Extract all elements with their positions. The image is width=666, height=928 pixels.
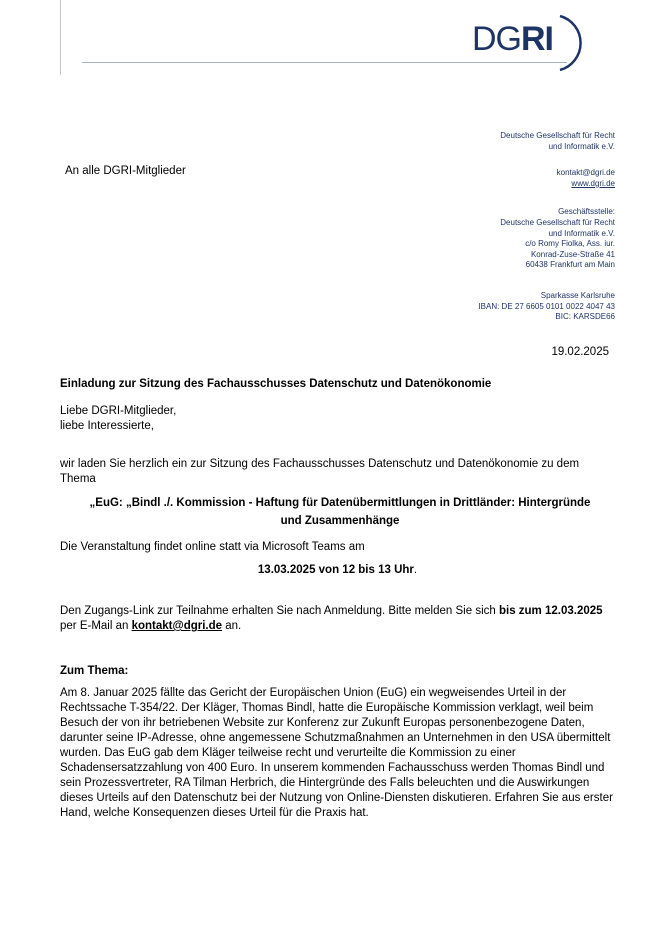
- office-line: c/o Romy Fiolka, Ass. iur.: [525, 239, 615, 249]
- office-line: Konrad-Zuse-Straße 41: [530, 249, 615, 259]
- logo-wordmark: [472, 22, 553, 56]
- bic: BIC: KARSDE66: [555, 312, 615, 322]
- event-topic: [60, 494, 620, 530]
- greeting-line: Liebe DGRI-Mitglieder,: [60, 405, 177, 417]
- deadline-bold: bis zum 12.03.2025: [498, 605, 603, 617]
- sender-contact: [415, 168, 615, 189]
- sender-org: [415, 131, 615, 152]
- bank-name: Sparkasse Karlsruhe: [540, 290, 615, 300]
- office-label: Geschäftsstelle:: [558, 207, 615, 217]
- access-text: per E-Mail an: [60, 620, 132, 632]
- contact-email[interactable]: kontakt@dgri.de: [556, 168, 615, 178]
- office-line: und Informatik e.V.: [548, 228, 615, 238]
- org-line: Deutsche Gesellschaft für Recht: [500, 131, 615, 140]
- office-address: [415, 207, 615, 271]
- datetime-bold: 13.03.2025 von 12 bis 13 Uhr: [257, 564, 414, 576]
- letter-date: 19.02.2025: [551, 346, 609, 358]
- invite-paragraph: wir laden Sie herzlich ein zur Sitzung des Fachausschusses Datenschutz und Datenökonomie zu dem Thema: [60, 458, 580, 485]
- margin-line-vertical: [60, 0, 61, 75]
- topic-line: „EuG: „Bindl ./. Kommission - Haftung für Datenübermittlungen in Drittländer: Hintergründe: [89, 497, 591, 509]
- office-line: Deutsche Gesellschaft für Recht: [500, 217, 615, 227]
- addressee: An alle DGRI-Mitglieder: [65, 165, 186, 177]
- bank-details: [415, 291, 615, 323]
- letter-subject: Einladung zur Sitzung des Fachausschusses Datenschutz und Datenökonomie: [60, 378, 492, 390]
- org-line: und Informatik e.V.: [548, 141, 615, 151]
- logo-text-bold: RI: [521, 20, 553, 58]
- event-datetime: [60, 563, 615, 578]
- iban: IBAN: DE 27 6605 0101 0022 4047 43: [478, 301, 615, 311]
- datetime-suffix: .: [413, 564, 418, 576]
- access-text: Den Zugangs-Link zur Teilnahme erhalten Sie nach Anmeldung. Bitte melden Sie sich: [60, 605, 499, 617]
- topic-heading: Zum Thema:: [60, 665, 129, 677]
- greeting: [60, 404, 615, 434]
- registration-paragraph: [60, 604, 615, 634]
- logo-text-regular: DG: [472, 20, 521, 58]
- office-line: 60438 Frankfurt am Main: [525, 260, 615, 270]
- registration-email-link[interactable]: kontakt@dgri.de: [131, 620, 223, 632]
- topic-description: Am 8. Januar 2025 fällte das Gericht der Europäischen Union (EuG) ein wegweisendes Urteil in der Rechtssache T-354/22. Der Kläger, Thomas Bindl, hatte die Europäische Kommission verklagt, weil beim Besuch der von ihr betriebenen Website zur Konferenz zur Zukunft Europas personenbezogene Daten, darunter seine IP-Adresse, ohne angemessene Schutzmaßnahmen an Unternehmen in den USA übermittelt wurden. Das EuG gab dem Kläger teilweise recht und verurteilte die Kommission zu einer Schadensersatzzahlung von 400 Euro. In unserem kommenden Fachausschuss werden Thomas Bindl und sein Prozessvertreter, RA Tilman Herbrich, die Hintergründe des Falls beleuchten und die Auswirkungen dieses Urteils auf den Datenschutz bei der Nutzung von Online-Diensten diskutieren. Erfahren Sie aus erster Hand, welche Konsequenzen dieses Urteil für die Praxis hat.: [60, 687, 613, 819]
- dgri-logo: [468, 12, 594, 74]
- greeting-line: liebe Interessierte,: [60, 420, 154, 432]
- sender-info: [415, 131, 615, 335]
- venue-text: Die Veranstaltung findet online statt via Microsoft Teams am: [60, 541, 365, 553]
- topic-line: und Zusammenhänge: [280, 515, 400, 527]
- website-link[interactable]: www.dgri.de: [571, 178, 615, 188]
- access-text: an.: [222, 620, 242, 632]
